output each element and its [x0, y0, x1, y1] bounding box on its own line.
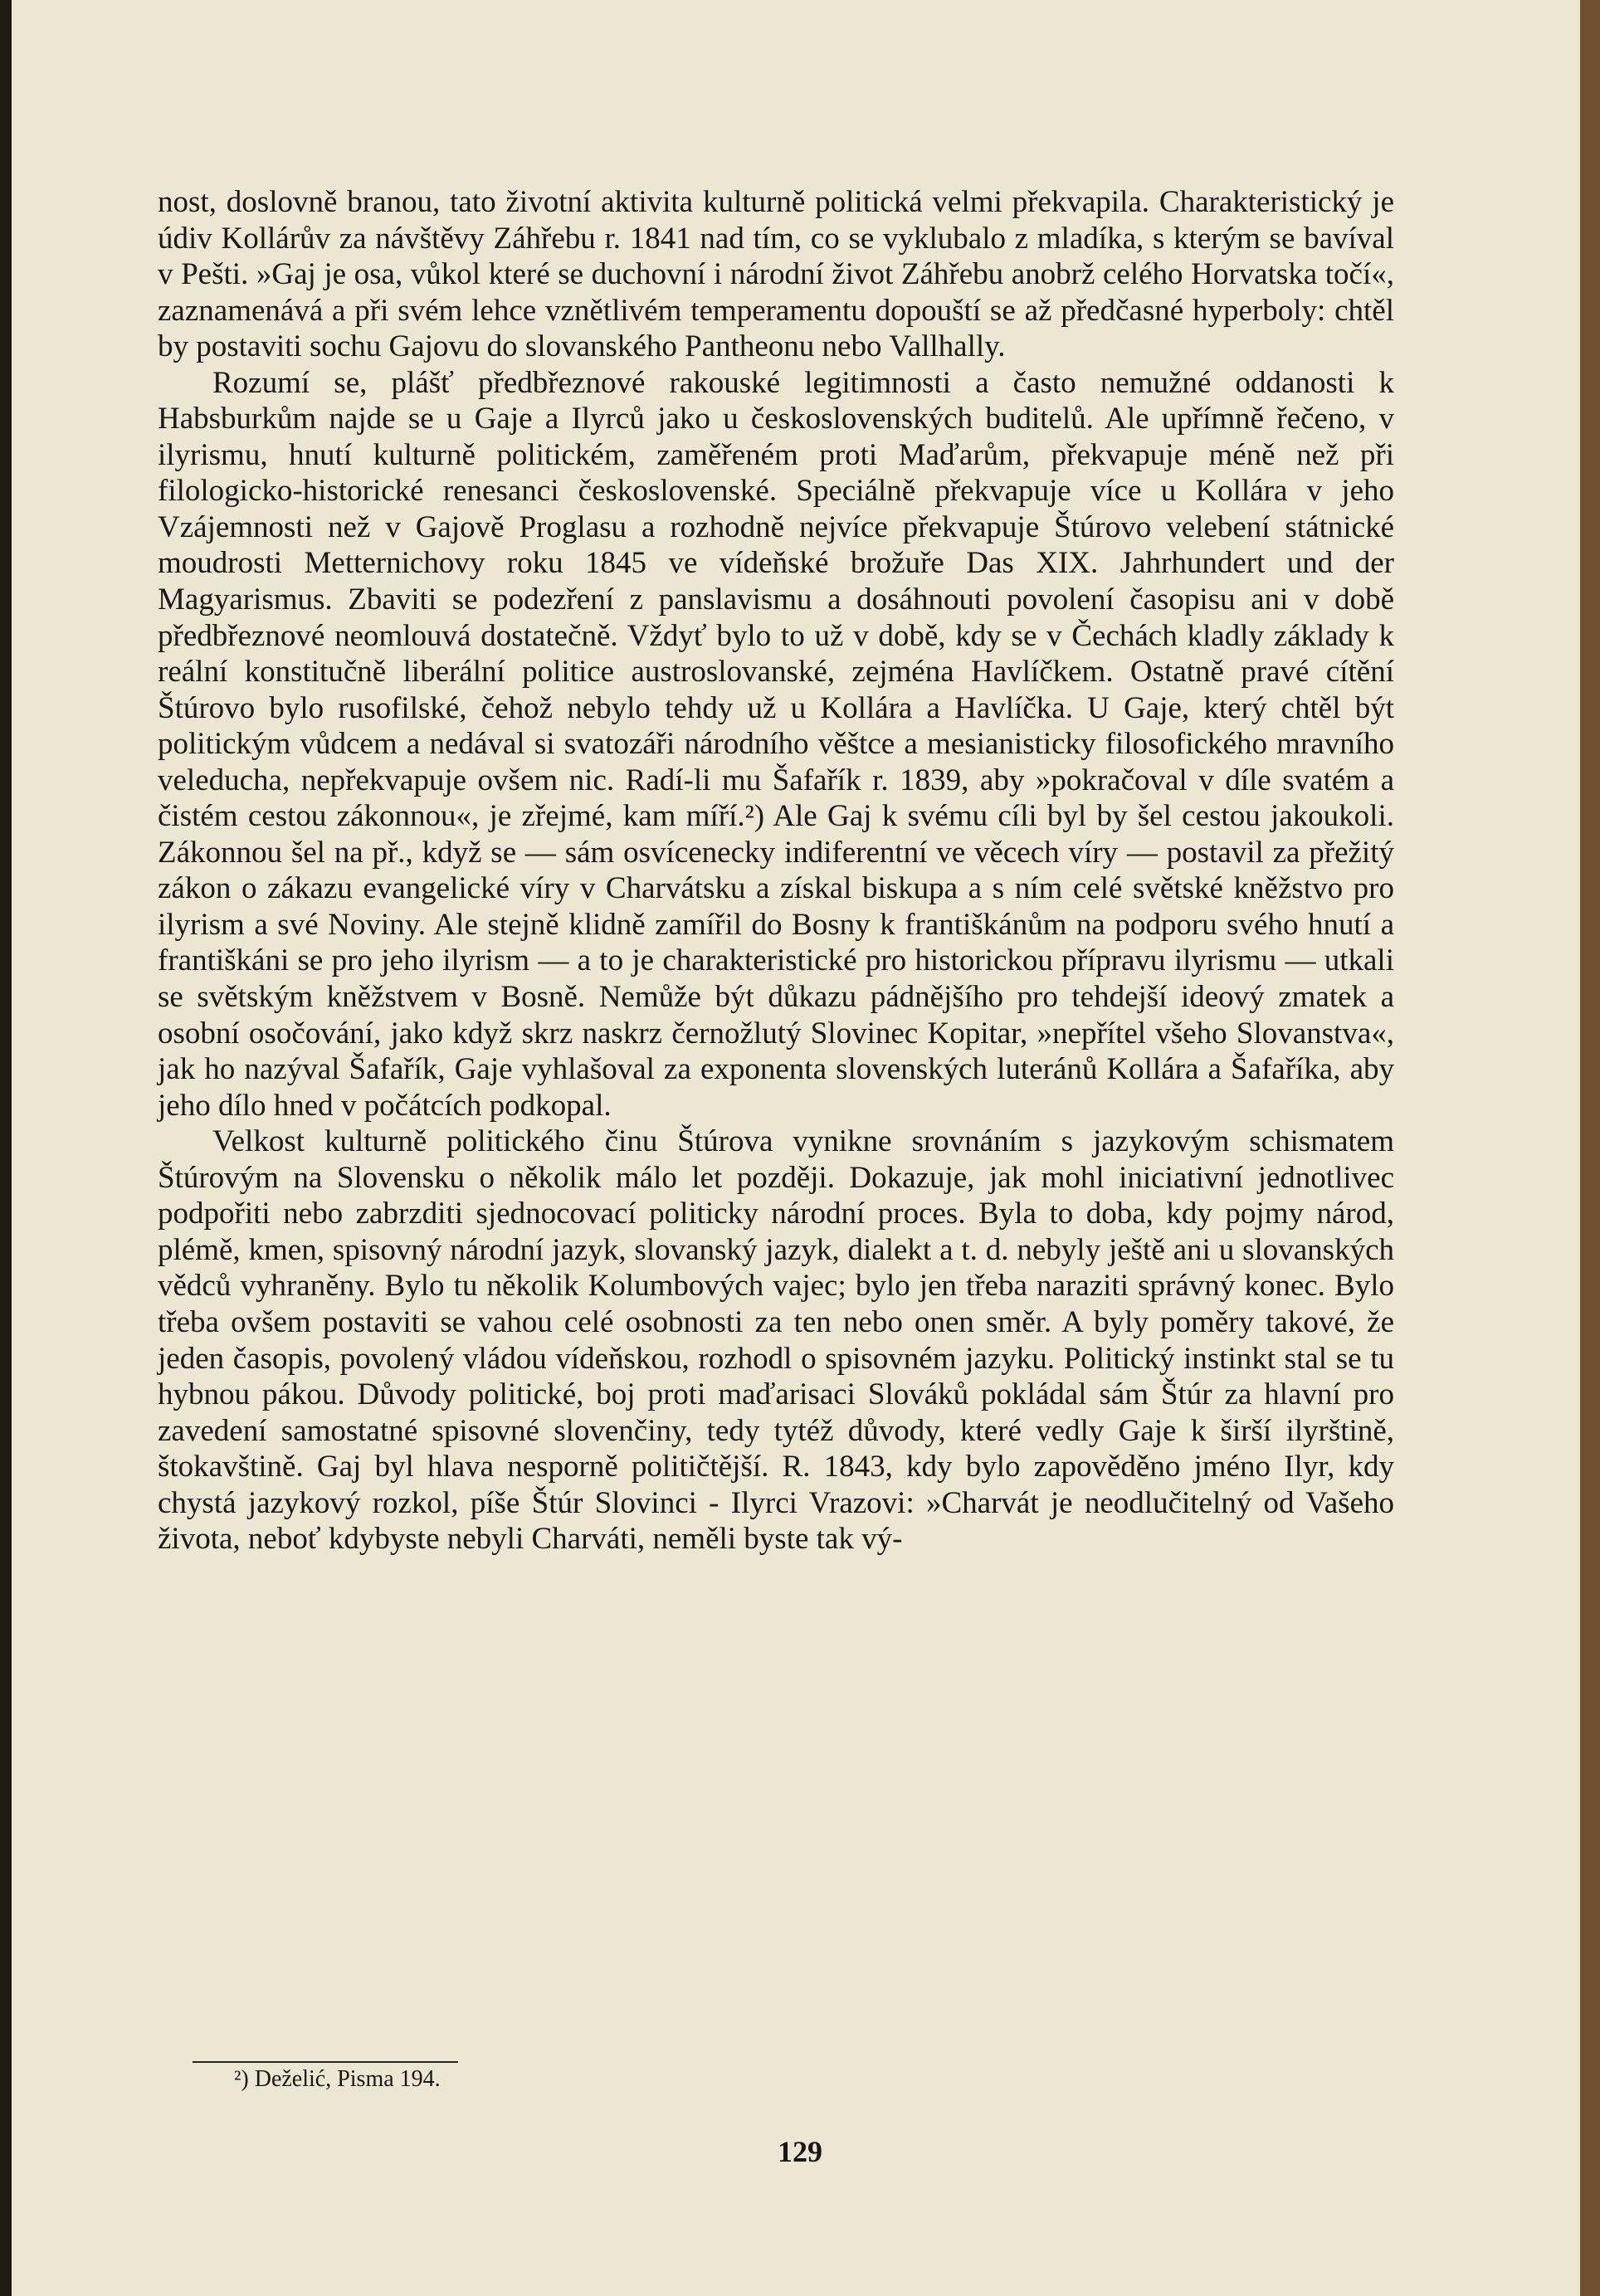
book-spine-edge	[0, 0, 12, 2296]
paragraph: Rozumí se, plášť předbřeznové rakouské legitimnosti a často nemužné oddanosti k Habsburkům najde se u Gaje a Ilyrců jako u československých buditelů. Ale upřímně řečeno, v ilyrismu, hnutí kulturně politickém, zaměřeném proti Maďarům, překvapuje méně než při filologicko-historické renesanci československé. Speciálně překvapuje více u Kollára v jeho Vzájemnosti než v Gajově Proglasu a rozhodně nejvíce překvapuje Štúrovo velebení státnické moudrosti Metternichovy roku 1845 ve vídeňské brožuře Das XIX. Jahrhundert und der Magyarismus. Zbaviti se podezření z panslavismu a dosáhnouti povolení časopisu ani v době předbřeznové neomlouvá dostatečně. Vždyť bylo to už v době, kdy se v Čechách kladly základy k reální konstitučně liberální politice austroslovanské, zejména Havlíčkem. Ostatně pravé cítění Štúrovo bylo rusofilské, čehož nebylo tehdy už u Kollára a Havlíčka. U Gaje, který chtěl být politickým vůdcem a nedával si svatozáři národního věštce a mesianisticky filosofického mravního veleducha, nepřekvapuje ovšem nic. Radí-li mu Šafařík r. 1839, aby »pokračoval v díle svatém a čistém cestou zákonnou«, je zřejmé, kam míří.²) Ale Gaj k svému cíli byl by šel cestou jakoukoli. Zákonnou šel na př., když se — sám osvícenecky indiferentní ve věcech víry — postavil za přežitý zákon o zákazu evangelické víry v Charvátsku a získal biskupa a s ním celé světské kněžstvo pro ilyrism a své Noviny. Ale stejně klidně zamířil do Bosny k františkánům na podporu svého hnutí a františkáni se pro jeho ilyrism — a to je charakteristické pro historickou přípravu ilyrismu — utkali se světským kněžstvem v Bosně. Nemůže být důkazu pádnějšího pro tehdejší ideový zmatek a osobní osočování, jako když skrz naskrz černožlutý Slovinec Kopitar, »nepřítel všeho Slovanstva«, jak ho nazýval Šafařík, Gaje vyhlašoval za exponenta slovenských luteránů Kollára a Šafaříka, aby jeho dílo hned v počátcích podkopal.	[158, 365, 1394, 1123]
paragraph: Velkost kulturně politického činu Štúrova vynikne srovnáním s jazykovým schismatem Štúrovým na Slovensku o několik málo let později. Dokazuje, jak mohl iniciativní jednotlivec podpořiti nebo zabrzditi sjednocovací politicky národní proces. Byla to doba, kdy pojmy národ, plémě, kmen, spisovný národní jazyk, slovanský jazyk, dialekt a t. d. nebyly ještě ani u slovanských vědců vyhraněny. Bylo tu několik Kolumbových vajec; bylo jen třeba naraziti správný konec. Bylo třeba ovšem postaviti se vahou celé osobnosti za ten nebo onen směr. A byly poměry takové, že jeden časopis, povolený vládou vídeňskou, rozhodl o spisovném jazyku. Politický instinkt stal se tu hybnou pákou. Důvody politické, boj proti maďarisaci Slováků pokládal sám Štúr za hlavní pro zavedení samostatné spisovné slovenčiny, tedy tytéž důvody, které vedly Gaje k širší ilyrštině, štokavštině. Gaj byl hlava nesporně političtější. R. 1843, kdy bylo zapověděno jméno Ilyr, kdy chystá jazykový rozkol, píše Štúr Slovinci - Ilyrci Vrazovi: »Charvát je neodlučitelný od Vašeho života, neboť kdybyste nebyli Charváti, neměli byste tak vý-	[158, 1124, 1394, 1557]
footnote: ²) Deželić, Pisma 194.	[234, 2066, 441, 2092]
page-right-edge	[1580, 0, 1600, 2296]
paragraph-continuation: nost, doslovně branou, tato životní aktivita kulturně politická velmi překvapila. Charakteristický je údiv Kollárův za návštěvy Záhřebu r. 1841 nad tím, co se vyklubalo z mladíka, s kterým se bavíval v Pešti. »Gaj je osa, vůkol které se duchovní i národní život Záhřebu anobrž celého Horvatska točí«, zaznamenává a při svém lehce vznětlivém temperamentu dopouští se až předčasné hyperboly: chtěl by postaviti sochu Gajovu do slovanského Pantheonu nebo Vallhally.	[158, 185, 1394, 364]
footnote-divider	[193, 2061, 458, 2063]
body-text	[158, 184, 1394, 1557]
page-number: 129	[778, 2135, 822, 2168]
